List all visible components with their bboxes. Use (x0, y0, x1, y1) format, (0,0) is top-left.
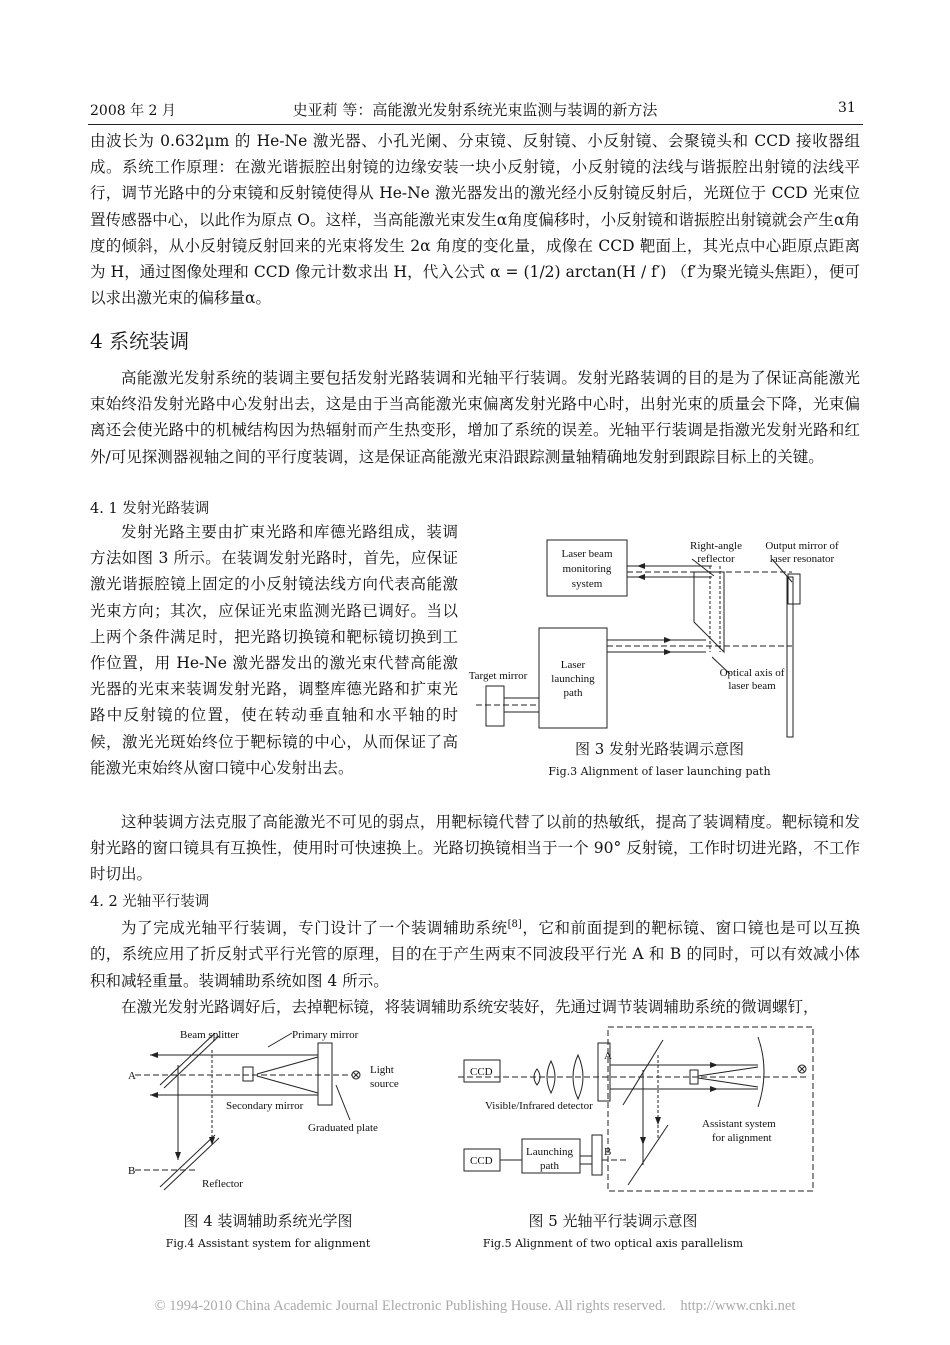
intro-paragraph (90, 128, 860, 311)
fig4-label-graduated: Graduated plate (308, 1122, 378, 1134)
target-mirror (486, 686, 504, 726)
fig3-label-monitor-2: monitoring (562, 563, 612, 575)
fig5-label-detector: Visible/Infrared detector (485, 1100, 593, 1112)
copyright-footer: © 1994-2010 China Academic Journal Electronic Publishing House. All rights reserved. http://www.cnki.net (154, 1298, 796, 1314)
section-4-1-left-column (90, 519, 458, 781)
assistant-system-box (608, 1027, 813, 1191)
figure-3-caption-en: Fig.3 Alignment of laser launching path (548, 765, 771, 778)
small-reflector (788, 574, 800, 604)
fig4-label-a: A (128, 1070, 136, 1082)
fig5-label-assist-1: Assistant system (702, 1118, 776, 1130)
section-4-1-paragraph-2: 这种装调方法克服了高能激光不可见的弱点，用靶标镜代替了以前的热敏纸，提高了装调精度。靶标镜和发射光路的窗口镜具有互换性，使用时可快速换上。光路切换镜相当于一个 90° 反射镜，工作时切进光路，不工作时切出。 (90, 813, 860, 884)
fig3-label-monitor-1: Laser beam (561, 548, 613, 560)
reflector (628, 1125, 668, 1185)
fig5-label-a: A (604, 1050, 612, 1062)
section-4-2-body (90, 912, 860, 1020)
figure-5-caption-en: Fig.5 Alignment of two optical axis parallelism (482, 1237, 744, 1250)
fig5-label-launch-2: path (540, 1160, 559, 1172)
primary-mirror-curve (758, 1037, 764, 1107)
figure-3-caption-cn: 图 3 发射光路装调示意图 (574, 740, 745, 758)
figure-4-caption-cn: 图 4 装调辅助系统光学图 (183, 1212, 353, 1230)
section-4-body (90, 365, 860, 470)
fig3-label-output-2: laser resonator (769, 553, 835, 565)
section-4-1-title: 4. 1 发射光路装调 (90, 501, 210, 517)
fig4-label-primary: Primary mirror (292, 1029, 359, 1041)
fig3-label-launch-2: launching (551, 673, 595, 685)
fig5-label-b: B (604, 1146, 612, 1158)
fig4-label-b: B (128, 1165, 136, 1177)
primary-mirror (318, 1043, 332, 1105)
fig5-label-launch-1: Launching (526, 1146, 574, 1158)
header-title: 史亚莉 等：高能激光发射系统光束监测与装调的新方法 (292, 101, 658, 119)
header-date: 2008 年 2 月 (90, 103, 176, 119)
fig5-label-ccd-top: CCD (470, 1066, 493, 1078)
figure-5-diagram (458, 1025, 823, 1205)
fig4-label-light-2: source (370, 1078, 399, 1090)
section-4-2-title: 4. 2 光轴平行装调 (90, 894, 210, 910)
launch-aperture (592, 1135, 602, 1175)
fig3-label-launch-1: Laser (560, 659, 586, 671)
figure-4-caption-en: Fig.4 Assistant system for alignment (165, 1237, 371, 1250)
section-4-2-text-a: 为了完成光轴平行装调，专门设计了一个装调辅助系统 (121, 919, 508, 938)
section-4-1-paragraph: 发射光路主要由扩束光路和库德光路组成，装调方法如图 3 所示。在装调发射光路时，首先，应保证激光谐振腔镜上固定的小反射镜法线方向代表高能激光束方向；其次，应保证光束监测光路已调好。当以上两个条件满足时，把光路切换镜和靶标镜切换到工作位置，用 He-Ne 激光器发出的激光束代替高能激光器的光束来装调发射光路，调整库德光路和扩束光路中反射镜的位置，使在转动垂直轴和水平轴的时候，激光光斑始终位于靶标镜的中心，从而保证了高能激光束始终从窗口镜中心发射出去。 (90, 523, 458, 777)
fig3-label-axis-1: Optical axis of (719, 667, 785, 679)
fig4-label-reflector: Reflector (202, 1178, 243, 1190)
figure-4-diagram (120, 1025, 420, 1205)
header-rule (88, 124, 863, 125)
fig3-label-launch-3: path (563, 687, 583, 699)
fig5-label-ccd-bottom: CCD (470, 1155, 493, 1167)
fig3-label-axis-2: laser beam (728, 680, 776, 692)
section-4-2-paragraph-2: 在激光发射光路调好后，去掉靶标镜，将装调辅助系统安装好，先通过调节装调辅助系统的微调螺钉， (121, 997, 819, 1016)
fig4-label-secondary: Secondary mirror (226, 1100, 304, 1112)
figure-5-caption-cn: 图 5 光轴平行装调示意图 (528, 1212, 698, 1230)
secondary-mirror (243, 1067, 253, 1081)
fig4-label-beam-splitter: Beam splitter (180, 1029, 239, 1041)
header-page-number: 31 (838, 100, 856, 116)
fig3-label-reflector-2: reflector (697, 553, 735, 565)
section-4-1-body-2 (90, 809, 860, 888)
fig3-label-output-1: Output mirror of (765, 540, 839, 552)
fig4-label-light-1: Light (370, 1064, 394, 1076)
section-4-title: 4 系统装调 (90, 329, 190, 353)
section-4-2-text-b: ，它和前面提到的靶标镜、窗口镜也是可以互换的，系统应用了折反射式平行光管的原理，目的在于产生两束不同波段平行光 A 和 B 的同时，可以有效减小体积和减轻重量。装调辅助系统如图 4 所示。 (90, 919, 860, 990)
section-4-paragraph: 高能激光发射系统的装调主要包括发射光路装调和光轴平行装调。发射光路装调的目的是为了保证高能激光束始终沿发射光路中心发射出去，这是由于当高能激光束偏离发射光路中心时，出射光束的质量会下降，光束偏离还会使光路中的机械结构因为热辐射而产生热变形，增加了系统的误差。光轴平行装调是指激光发射光路和红外/可见探测器视轴之间的平行度装调，这是保证高能激光束沿跟踪测量轴精确地发射到跟踪目标上的关键。 (90, 369, 860, 466)
fig3-label-target: Target mirror (468, 670, 528, 682)
fig3-label-monitor-3: system (571, 578, 603, 590)
fig5-label-assist-2: for alignment (712, 1132, 772, 1144)
section-4-2-paragraph-1 (90, 912, 860, 994)
intro-text: 由波长为 0.632μm 的 He-Ne 激光器、小孔光阑、分束镜、反射镜、小反射镜、会聚镜头和 CCD 接收器组成。系统工作原理：在激光谐振腔出射镜的边缘安装一块小反射镜，小反射镜的法线与谐振腔出射镜的法线平行，调节光路中的分束镜和反射镜使得从 He-Ne 激光器发出的激光经小反射镜反射后，光斑位于 CCD 光束位置传感器中心，以此作为原点 O。这样，当高能激光束发生α角度偏移时，小反射镜和谐振腔出射镜就会产生α角度的倾斜，从小反射镜反射回来的光束将发生 2α 角度的变化量，成像在 CCD 靶面上，其光点中心距原点距离为 H，通过图像处理和 CCD 像元计数求出 H，代入公式 α = (1/2) arctan(H / f′) （f′为聚光镜头焦距），便可以求出激光束的偏移量α。 (90, 132, 860, 308)
citation-8: [8] (507, 919, 522, 930)
figure-3-diagram (462, 532, 857, 747)
fig3-label-reflector-1: Right-angle (690, 540, 742, 552)
